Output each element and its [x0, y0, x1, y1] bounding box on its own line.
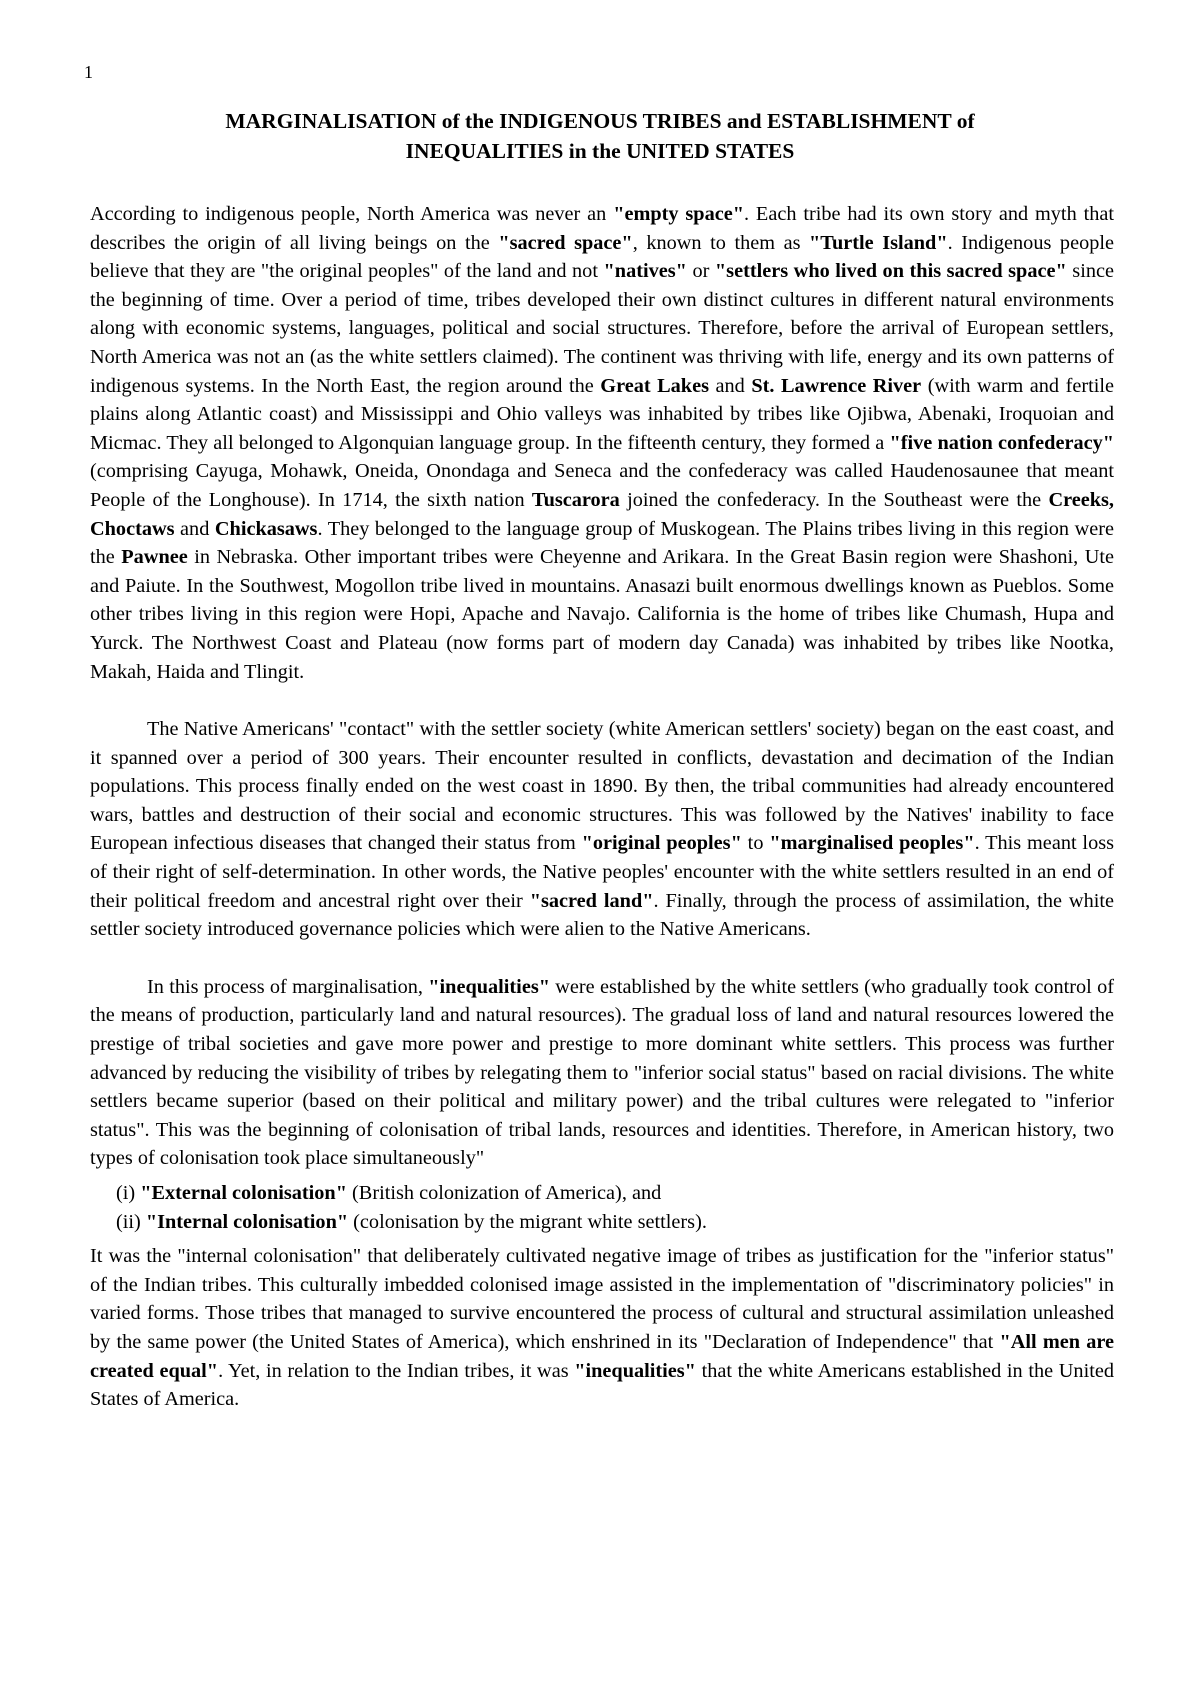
text-run: In this process of marginalisation,	[147, 975, 429, 998]
colonisation-list	[90, 1179, 1114, 1236]
document-body	[90, 200, 1114, 1414]
list-item	[90, 1208, 1114, 1237]
text-run: . Indigenous people believe that they are "the original peoples" of the land and not	[90, 231, 1114, 283]
text-run: or	[686, 260, 715, 283]
bold-term: St. Lawrence River	[751, 374, 922, 397]
bold-term: "natives"	[603, 260, 687, 283]
bold-term: "sacred space"	[498, 231, 633, 254]
bold-term: "External colonisation"	[140, 1182, 347, 1204]
paragraph-4	[90, 1242, 1114, 1414]
document-title	[90, 106, 1110, 166]
bold-term: Tuscarora	[531, 488, 620, 511]
page-number: 1	[84, 62, 93, 82]
text-run: . They belonged to the language group of Muskogean. The Plains tribes living in this region were the	[90, 517, 1114, 569]
text-run: . Finally, through the process of assimilation, the white settler society introduced governance policies which were alien to the Native Americans.	[90, 889, 1114, 941]
bold-term: Creeks, Choctaws	[90, 488, 1114, 540]
text-run: , known to them as	[632, 231, 810, 254]
bold-term: "five nation confederacy"	[889, 431, 1114, 454]
bold-term: Chickasaws	[214, 517, 318, 540]
text-run: in Nebraska. Other important tribes were Cheyenne and Arikara. In the Great Basin region were Shashoni, Ute and Paiute. In the Southwest, Mogollon tribe lived in mountains. Anasazi built enormous dwellings known as Pueblos. Some other tribes living in this region were Hopi, Apache and Navajo. California is the home of tribes like Chumash, Hupa and Yurck. The Northwest Coast and Plateau (now forms part of modern day Canada) was inhabited by tribes like Nootka, Makah, Haida and Tlingit.	[90, 546, 1114, 683]
text-run: According to indigenous people, North America was never an	[90, 203, 614, 225]
title-line-1: MARGINALISATION of the INDIGENOUS TRIBES and ESTABLISHMENT of	[225, 109, 975, 133]
bold-term: "sacred land"	[529, 889, 654, 912]
text-run: and	[174, 517, 215, 540]
text-run: to	[741, 832, 770, 855]
text-run: joined the confederacy. In the Southeast were the	[619, 488, 1049, 511]
title-line-2: INEQUALITIES in the UNITED STATES	[405, 139, 795, 163]
bold-term: "settlers who lived on this sacred space"	[714, 260, 1067, 283]
text-run: (British colonization of America), and	[346, 1182, 662, 1204]
text-run: were established by the white settlers (who gradually took control of the means of production, particularly land and natural resources). The gradual loss of land and natural resources lowered the prestige of tribal societies and gave more power and prestige to more dominant white settlers. This process was further advanced by reducing the visibility of tribes by relegating them to "inferior social status" based on racial divisions. The white settlers became superior (based on their political and military power) and the tribal cultures were relegated to "inferior status". This was the beginning of colonisation of tribal lands, resources and identities. Therefore, in American history, two types of colonisation took place simultaneously"	[90, 975, 1114, 1170]
text-run: since the beginning of time. Over a period of time, tribes developed their own distinct cultures in different natural environments along with economic systems, languages, political and social structures. Therefore, before the arrival of European settlers, North America was not an (as the white settlers claimed). The continent was thriving with life, energy and its own patterns of indigenous systems. In the North East, the region around the	[90, 260, 1114, 397]
bold-term: Pawnee	[121, 546, 188, 569]
bold-term: "All men are created equal"	[90, 1330, 1114, 1382]
bold-term: "marginalised peoples"	[769, 832, 975, 855]
paragraph-1	[90, 200, 1114, 686]
text-run: that the white Americans established in the United States of America.	[90, 1359, 1114, 1411]
bold-term: "inequalities"	[574, 1359, 696, 1382]
bold-term: "Internal colonisation"	[145, 1210, 349, 1233]
text-run: (with warm and fertile plains along Atlantic coast) and Mississippi and Ohio valleys was inhabited by tribes like Ojibwa, Abenaki, Iroquoian and Micmac. They all belonged to Algonquian language group. In the fifteenth century, they formed a	[90, 374, 1114, 454]
list-number: (i)	[116, 1182, 141, 1204]
paragraph-3	[90, 973, 1114, 1173]
text-run: (colonisation by the migrant white settlers).	[348, 1210, 707, 1233]
bold-term: "Turtle Island"	[809, 231, 948, 254]
paragraph-2	[90, 715, 1114, 944]
text-run: . Each tribe had its own story and myth that describes the origin of all living beings on the	[90, 203, 1114, 254]
text-run: The Native Americans' "contact" with the settler society (white American settlers' society) began on the east coast, and it spanned over a period of 300 years. Their encounter resulted in conflicts, devastation and decimation of the Indian populations. This process finally ended on the west coast in 1890. By then, the tribal communities had already encountered wars, battles and destruction of their social and economic structures. This was followed by the Natives' inability to face European infectious diseases that changed their status from	[90, 718, 1114, 855]
bold-term: Great Lakes	[600, 374, 709, 397]
text-run: and	[708, 374, 752, 397]
text-run: . This meant loss of their right of self-determination. In other words, the Native peoples' encounter with the white settlers resulted in an end of their political freedom and ancestral right over their	[90, 832, 1114, 912]
list-number: (ii)	[116, 1210, 146, 1233]
bold-term: "empty space"	[613, 203, 744, 225]
text-run: . Yet, in relation to the Indian tribes, it was	[218, 1359, 575, 1382]
text-run: (comprising Cayuga, Mohawk, Oneida, Onondaga and Seneca and the confederacy was called Haudenosaunee that meant People of the Longhouse). In 1714, the sixth nation	[90, 460, 1114, 511]
bold-term: "original peoples"	[581, 832, 742, 855]
text-run: It was the "internal colonisation" that deliberately cultivated negative image of tribes as justification for the "inferior status" of the Indian tribes. This culturally imbedded colonised image assisted in the implementation of "discriminatory policies" in varied forms. Those tribes that managed to survive encountered the process of cultural and structural assimilation unleashed by the same power (the United States of America), which enshrined in its "Declaration of Independence" that	[90, 1245, 1114, 1353]
list-item	[90, 1179, 1114, 1208]
bold-term: "inequalities"	[428, 975, 550, 998]
